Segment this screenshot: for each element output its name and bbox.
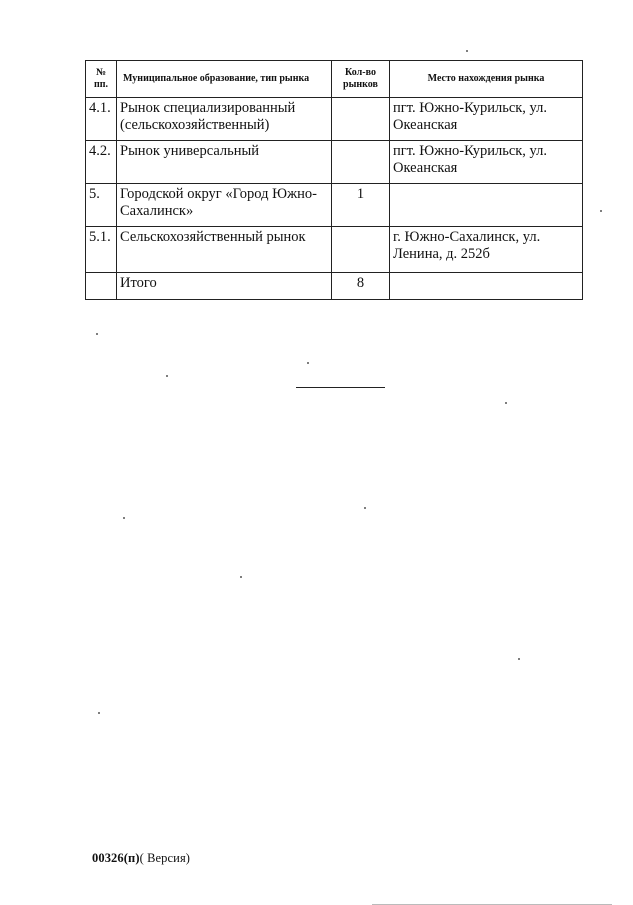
scan-speck (307, 362, 309, 364)
table-header-row (86, 61, 583, 98)
row-name: Рынок универсальный (117, 141, 332, 184)
row-count (332, 98, 390, 141)
table-row (86, 98, 583, 141)
document-footer-code (92, 851, 190, 866)
row-location: г. Южно-Сахалинск, ул. Ленина, д. 252б (390, 227, 583, 273)
row-num: 5.1. (86, 227, 117, 273)
row-count (332, 227, 390, 273)
table-row (86, 141, 583, 184)
row-location (390, 184, 583, 227)
row-num: 4.1. (86, 98, 117, 141)
row-location: пгт. Южно-Курильск, ул. Океанская (390, 141, 583, 184)
scan-speck (123, 517, 125, 519)
scan-speck (166, 375, 168, 377)
header-count: Кол-во рынков (332, 61, 390, 98)
markets-table (85, 60, 583, 300)
end-of-document-rule (296, 387, 385, 388)
scan-speck (240, 576, 242, 578)
row-location: пгт. Южно-Курильск, ул. Океанская (390, 98, 583, 141)
scan-speck (505, 402, 507, 404)
scan-speck (518, 658, 520, 660)
header-name: Муниципальное образование, тип рынка (117, 61, 332, 98)
row-name: Городской округ «Город Южно-Сахалинск» (117, 184, 332, 227)
row-count (332, 141, 390, 184)
total-location (390, 273, 583, 300)
table-row (86, 227, 583, 273)
scan-speck (98, 712, 100, 714)
table-total-row (86, 273, 583, 300)
scan-speck (364, 507, 366, 509)
scan-speck (96, 333, 98, 335)
scan-speck (600, 210, 602, 212)
footer-code-number: 00326(п) (92, 851, 140, 865)
row-count: 1 (332, 184, 390, 227)
scan-speck (466, 50, 468, 52)
total-num (86, 273, 117, 300)
row-num: 5. (86, 184, 117, 227)
total-label: Итого (117, 273, 332, 300)
total-count: 8 (332, 273, 390, 300)
footer-version: ( Версия) (139, 851, 191, 865)
row-name: Сельскохозяйственный рынок (117, 227, 332, 273)
header-location: Место нахождения рынка (390, 61, 583, 98)
row-num: 4.2. (86, 141, 117, 184)
header-num: № пп. (86, 61, 117, 98)
table-row (86, 184, 583, 227)
row-name: Рынок специализированный (сельскохозяйственный) (117, 98, 332, 141)
